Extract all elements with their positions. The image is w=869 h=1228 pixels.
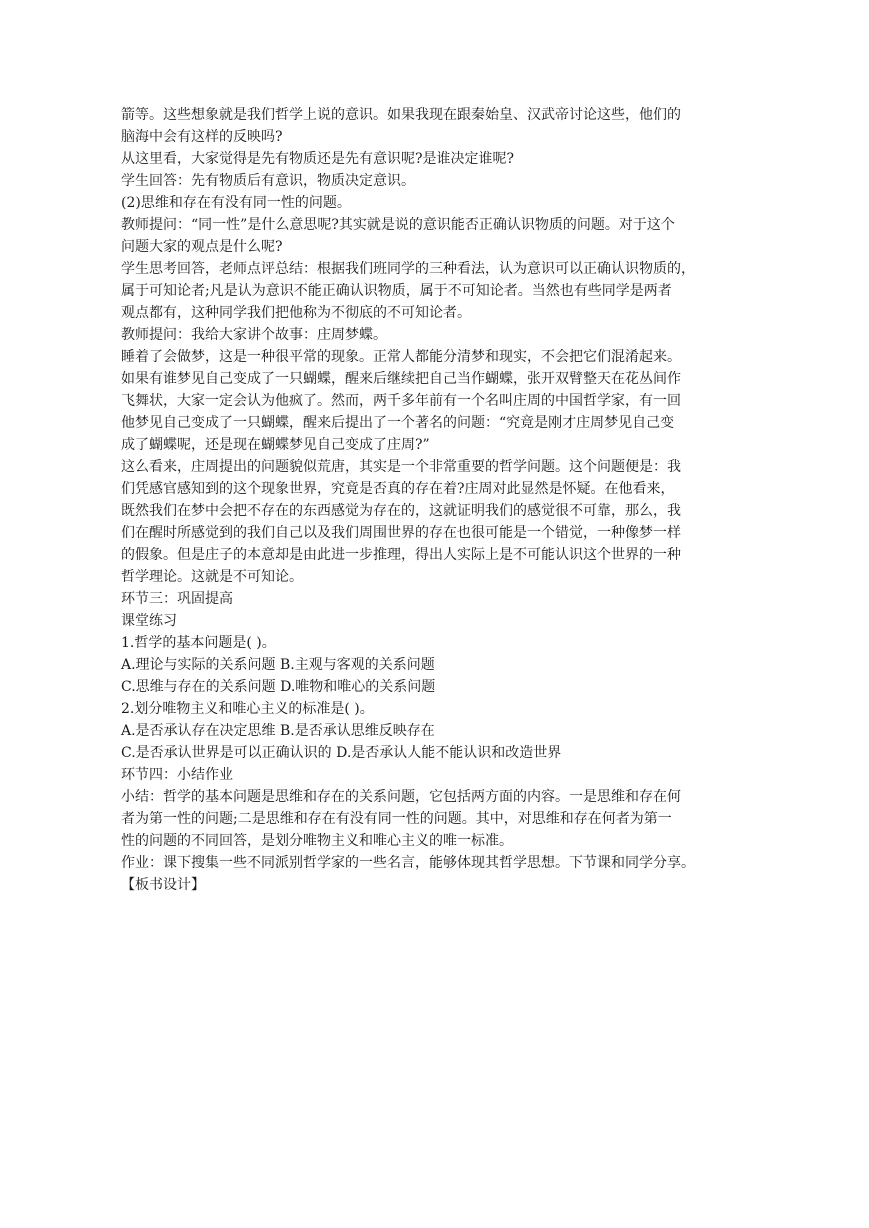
text-line: 他梦见自己变成了一只蝴蝶，醒来后提出了一个著名的问题：“究竟是刚才庄周梦见自己变 bbox=[121, 415, 675, 431]
paragraph bbox=[121, 632, 741, 654]
paragraph bbox=[121, 214, 741, 258]
text-line: 环节三：巩固提高 bbox=[121, 591, 233, 607]
text-line: 这么看来，庄周提出的问题貌似荒唐，其实是一个非常重要的哲学问题。这个问题便是：我 bbox=[121, 459, 681, 475]
document-body bbox=[121, 104, 741, 896]
text-line: 小结：哲学的基本问题是思维和存在的关系问题，它包括两方面的内容。一是思维和存在何 bbox=[121, 789, 681, 805]
paragraph bbox=[121, 104, 741, 148]
text-line: 睡着了会做梦，这是一种很平常的现象。正常人都能分清梦和现实，不会把它们混淆起来。 bbox=[121, 349, 681, 365]
text-line: 课堂练习 bbox=[121, 613, 177, 629]
text-line: 学生回答：先有物质后有意识，物质决定意识。 bbox=[121, 173, 415, 189]
paragraph bbox=[121, 324, 741, 346]
paragraph bbox=[121, 676, 741, 698]
paragraph bbox=[121, 874, 741, 896]
paragraph bbox=[121, 852, 741, 874]
text-line: 的假象。但是庄子的本意却是由此进一步推理，得出人实际上是不可能认识这个世界的一种 bbox=[121, 547, 681, 563]
text-line: 教师提问：我给大家讲个故事：庄周梦蝶。 bbox=[121, 327, 387, 343]
text-line: 成了蝴蝶呢，还是现在蝴蝶梦见自己变成了庄周?” bbox=[121, 437, 430, 453]
text-line: 箭等。这些想象就是我们哲学上说的意识。如果我现在跟秦始皇、汉武帝讨论这些，他们的 bbox=[121, 107, 681, 123]
text-line: 飞舞状，大家一定会认为他疯了。然而，两千多年前有一个名叫庄周的中国哲学家，有一回 bbox=[121, 393, 681, 409]
text-line: 【板书设计】 bbox=[121, 877, 205, 893]
paragraph bbox=[121, 654, 741, 676]
text-line: 者为第一性的问题;二是思维和存在有没有同一性的问题。其中，对思维和存在何者为第一 bbox=[121, 811, 672, 827]
paragraph bbox=[121, 720, 741, 742]
text-line: 学生思考回答，老师点评总结：根据我们班同学的三种看法，认为意识可以正确认识物质的， bbox=[121, 261, 695, 277]
text-line: 作业：课下搜集一些不同派别哲学家的一些名言，能够体现其哲学思想。下节课和同学分享。 bbox=[121, 855, 695, 871]
text-line: 脑海中会有这样的反映吗? bbox=[121, 129, 283, 145]
text-line: 如果有谁梦见自己变成了一只蝴蝶，醒来后继续把自己当作蝴蝶，张开双臂整天在花丛间作 bbox=[121, 371, 681, 387]
text-line: 观点都有，这种同学我们把他称为不彻底的不可知论者。 bbox=[121, 305, 471, 321]
paragraph bbox=[121, 170, 741, 192]
text-line: 1.哲学的基本问题是( )。 bbox=[121, 635, 276, 651]
paragraph bbox=[121, 698, 741, 720]
text-line: 问题大家的观点是什么呢? bbox=[121, 239, 283, 255]
text-line: 教师提问：“同一性”是什么意思呢?其实就是说的意识能否正确认识物质的问题。对于这个 bbox=[121, 217, 675, 233]
paragraph bbox=[121, 258, 741, 324]
text-line: 既然我们在梦中会把不存在的东西感觉为存在的，这就证明我们的感觉很不可靠，那么，我 bbox=[121, 503, 681, 519]
text-line: 们在醒时所感觉到的我们自己以及我们周围世界的存在也很可能是一个错觉，一种像梦一样 bbox=[121, 525, 681, 541]
paragraph bbox=[121, 148, 741, 170]
paragraph bbox=[121, 786, 741, 852]
paragraph bbox=[121, 346, 741, 456]
text-line: 哲学理论。这就是不可知论。 bbox=[121, 569, 303, 585]
text-line: 从这里看，大家觉得是先有物质还是先有意识呢?是谁决定谁呢? bbox=[121, 151, 515, 167]
paragraph bbox=[121, 610, 741, 632]
paragraph bbox=[121, 742, 741, 764]
paragraph bbox=[121, 456, 741, 588]
text-line: C.思维与存在的关系问题 D.唯物和唯心的关系问题 bbox=[121, 679, 436, 695]
text-line: 环节四：小结作业 bbox=[121, 767, 233, 783]
text-line: (2)思维和存在有没有同一性的问题。 bbox=[121, 195, 351, 211]
text-line: 性的问题的不同回答，是划分唯物主义和唯心主义的唯一标准。 bbox=[121, 833, 513, 849]
text-line: 2.划分唯物主义和唯心主义的标准是( )。 bbox=[121, 701, 374, 717]
text-line: A.是否承认存在决定思维 B.是否承认思维反映存在 bbox=[121, 723, 435, 739]
paragraph bbox=[121, 764, 741, 786]
paragraph bbox=[121, 588, 741, 610]
paragraph bbox=[121, 192, 741, 214]
text-line: 属于可知论者;凡是认为意识不能正确认识物质，属于不可知论者。当然也有些同学是两者 bbox=[121, 283, 672, 299]
text-line: A.理论与实际的关系问题 B.主观与客观的关系问题 bbox=[121, 657, 435, 673]
text-line: C.是否承认世界是可以正确认识的 D.是否承认人能不能认识和改造世界 bbox=[121, 745, 562, 761]
text-line: 们凭感官感知到的这个现象世界，究竟是否真的存在着?庄周对此显然是怀疑。在他看来， bbox=[121, 481, 675, 497]
